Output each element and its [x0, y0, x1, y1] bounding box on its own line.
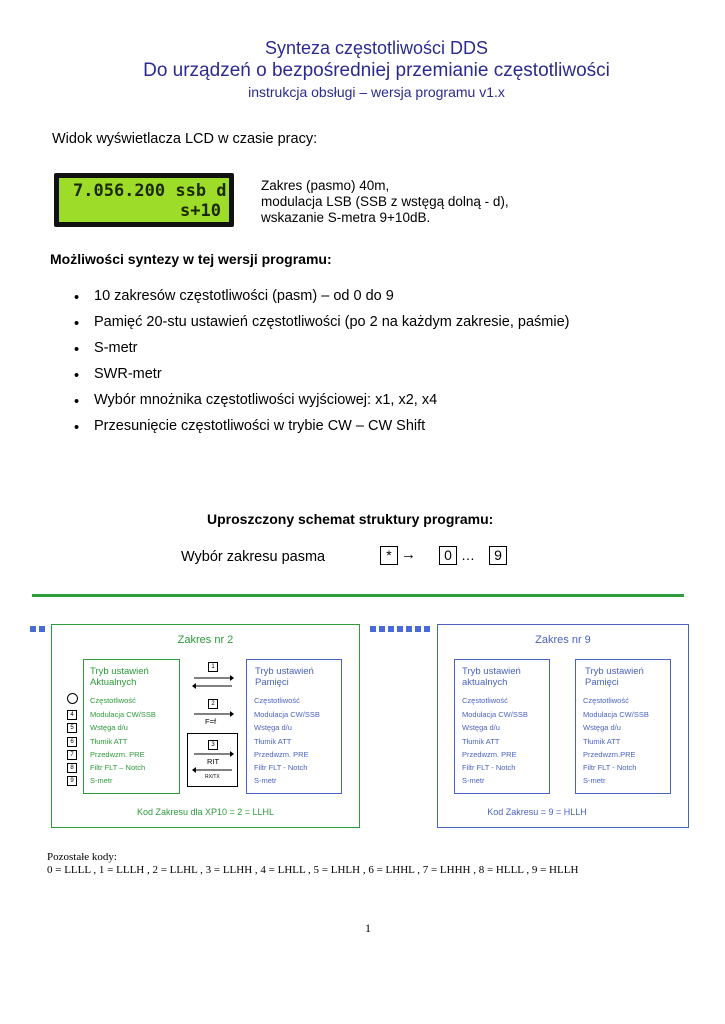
left-arrow-icon [192, 766, 234, 774]
key-box: 4 [67, 710, 77, 720]
marker-icon [415, 626, 421, 632]
marker-icon [379, 626, 385, 632]
band-select-label: Wybór zakresu pasma [181, 549, 326, 565]
band-9-footer: Kod Zakresu = 9 = HLLH [487, 807, 587, 817]
band-2-mem-item-4: Przedwzm. PRE [254, 750, 309, 759]
codes-label: Pozostałe kody: [47, 851, 117, 863]
lcd-desc-line-2: modulacja LSB (SSB z wstęgą dolną - d), [261, 194, 509, 209]
rit-label: RIT [207, 757, 220, 766]
schema-heading: Uproszczony schemat struktury programu: [207, 511, 494, 527]
lcd-desc-line-1: Zakres (pasmo) 40m, [261, 178, 390, 193]
band-2-item-6: S-metr [90, 776, 113, 785]
band-9-item-1: Modulacja CW/SSB [462, 710, 528, 719]
band-9-memory-title-1: Tryb ustawień [585, 666, 644, 677]
divider [32, 594, 684, 597]
switch-key-2: 2 [208, 699, 218, 709]
key-star: * [380, 546, 398, 565]
band-9-mem-item-6: S-metr [583, 776, 606, 785]
band-2-mem-item-2: Wstęga d/u [254, 723, 292, 732]
band-9-mem-item-1: Modulacja CW/SSB [583, 710, 649, 719]
band-2-item-5: Filtr FLT – Notch [90, 763, 146, 772]
marker-icon [30, 626, 36, 632]
band-9-memory-title-2: Pamięci [585, 677, 619, 688]
lcd-desc-line-3: wskazanie S-metra 9+10dB. [261, 210, 431, 225]
band-9-item-0: Częstotliwość [462, 696, 508, 705]
band-9-mem-item-2: Wstęga d/u [583, 723, 621, 732]
lcd-line-1: 7.056.200 ssb d [73, 181, 227, 201]
band-9-current-title-1: Tryb ustawień [462, 666, 521, 677]
band-2-title: Zakres nr 2 [177, 634, 234, 646]
marker-icon [424, 626, 430, 632]
rxtx-label: RX/TX [205, 774, 220, 780]
f-eq-label: F=f [205, 717, 217, 726]
band-2-memory-title-1: Tryb ustawień [255, 666, 314, 677]
key-box: 6 [67, 737, 77, 747]
band-9-item-6: S-metr [462, 776, 485, 785]
band-9-item-3: Tłumik ATT [462, 737, 500, 746]
band-2-item-2: Wstęga d/u [90, 723, 128, 732]
band-2-item-1: Modulacja CW/SSB [90, 710, 156, 719]
marker-icon [388, 626, 394, 632]
band-2-footer: Kod Zakresu dla XP10 = 2 = LLHL [136, 807, 275, 817]
marker-icon [370, 626, 376, 632]
key-9: 9 [489, 546, 507, 565]
band-2-memory-title-2: Pamięci [255, 677, 289, 688]
marker-icon [39, 626, 45, 632]
key-box: 7 [67, 750, 77, 760]
switch-key-3: 3 [208, 740, 218, 750]
key-box: 5 [67, 723, 77, 733]
marker-icon [397, 626, 403, 632]
key-0: 0 [439, 546, 457, 565]
band-9-mem-item-3: Tłumik ATT [583, 737, 621, 746]
key-box: 8 [67, 763, 77, 773]
marker-icon [406, 626, 412, 632]
band-9-mem-item-0: Częstotliwość [583, 696, 629, 705]
lcd-display [54, 173, 234, 227]
band-2-current-title-1: Tryb ustawień [90, 666, 149, 677]
band-2-mem-item-3: Tłumik ATT [254, 737, 292, 746]
band-2-mem-item-6: S-metr [254, 776, 277, 785]
swap-arrows-icon [192, 674, 234, 690]
band-9-item-4: Przedwzm. PRE [462, 750, 517, 759]
doc-version: instrukcja obsługi – wersja programu v1.x [248, 84, 505, 100]
arrow-icon: → [401, 546, 416, 563]
band-2-item-0: Częstotliwość [90, 696, 136, 705]
band-9-item-5: Filtr FLT - Notch [462, 763, 516, 772]
lcd-caption: Widok wyświetlacza LCD w czasie pracy: [52, 131, 318, 147]
band-2-mem-item-0: Częstotliwość [254, 696, 300, 705]
key-box: 9 [67, 776, 77, 786]
switch-key-1: 1 [208, 662, 218, 672]
band-2-mem-item-5: Filtr FLT - Notch [254, 763, 308, 772]
band-2-item-3: Tłumik ATT [90, 737, 128, 746]
lcd-line-2: s+10 [180, 201, 221, 221]
doc-title: Synteza częstotliwości DDS [264, 38, 489, 58]
band-2-current-title-2: Aktualnych [90, 677, 137, 688]
doc-subtitle: Do urządzeń o bezpośredniej przemianie częstotliwości [143, 60, 610, 81]
codes-line: 0 = LLLL , 1 = LLLH , 2 = LLHL , 3 = LLHH , 4 = LHLL , 5 = LHLH , 6 = LHHL , 7 = LHHH , 8 = HLLL , 9 = HLLH [47, 864, 579, 876]
band-9-item-2: Wstęga d/u [462, 723, 500, 732]
band-9-current-title-2: aktualnych [462, 677, 508, 688]
band-9-mem-item-5: Filtr FLT - Notch [583, 763, 637, 772]
features-heading: Możliwości syntezy w tej wersji programu: [50, 251, 332, 267]
band-2-mem-item-1: Modulacja CW/SSB [254, 710, 320, 719]
band-9-title: Zakres nr 9 [535, 634, 591, 646]
page-number: 1 [365, 921, 371, 935]
knob-icon [67, 693, 78, 704]
band-2-item-4: Przedwzm. PRE [90, 750, 145, 759]
ellipsis: … [461, 547, 475, 563]
band-9-mem-item-4: Przedwzm.PRE [583, 750, 636, 759]
